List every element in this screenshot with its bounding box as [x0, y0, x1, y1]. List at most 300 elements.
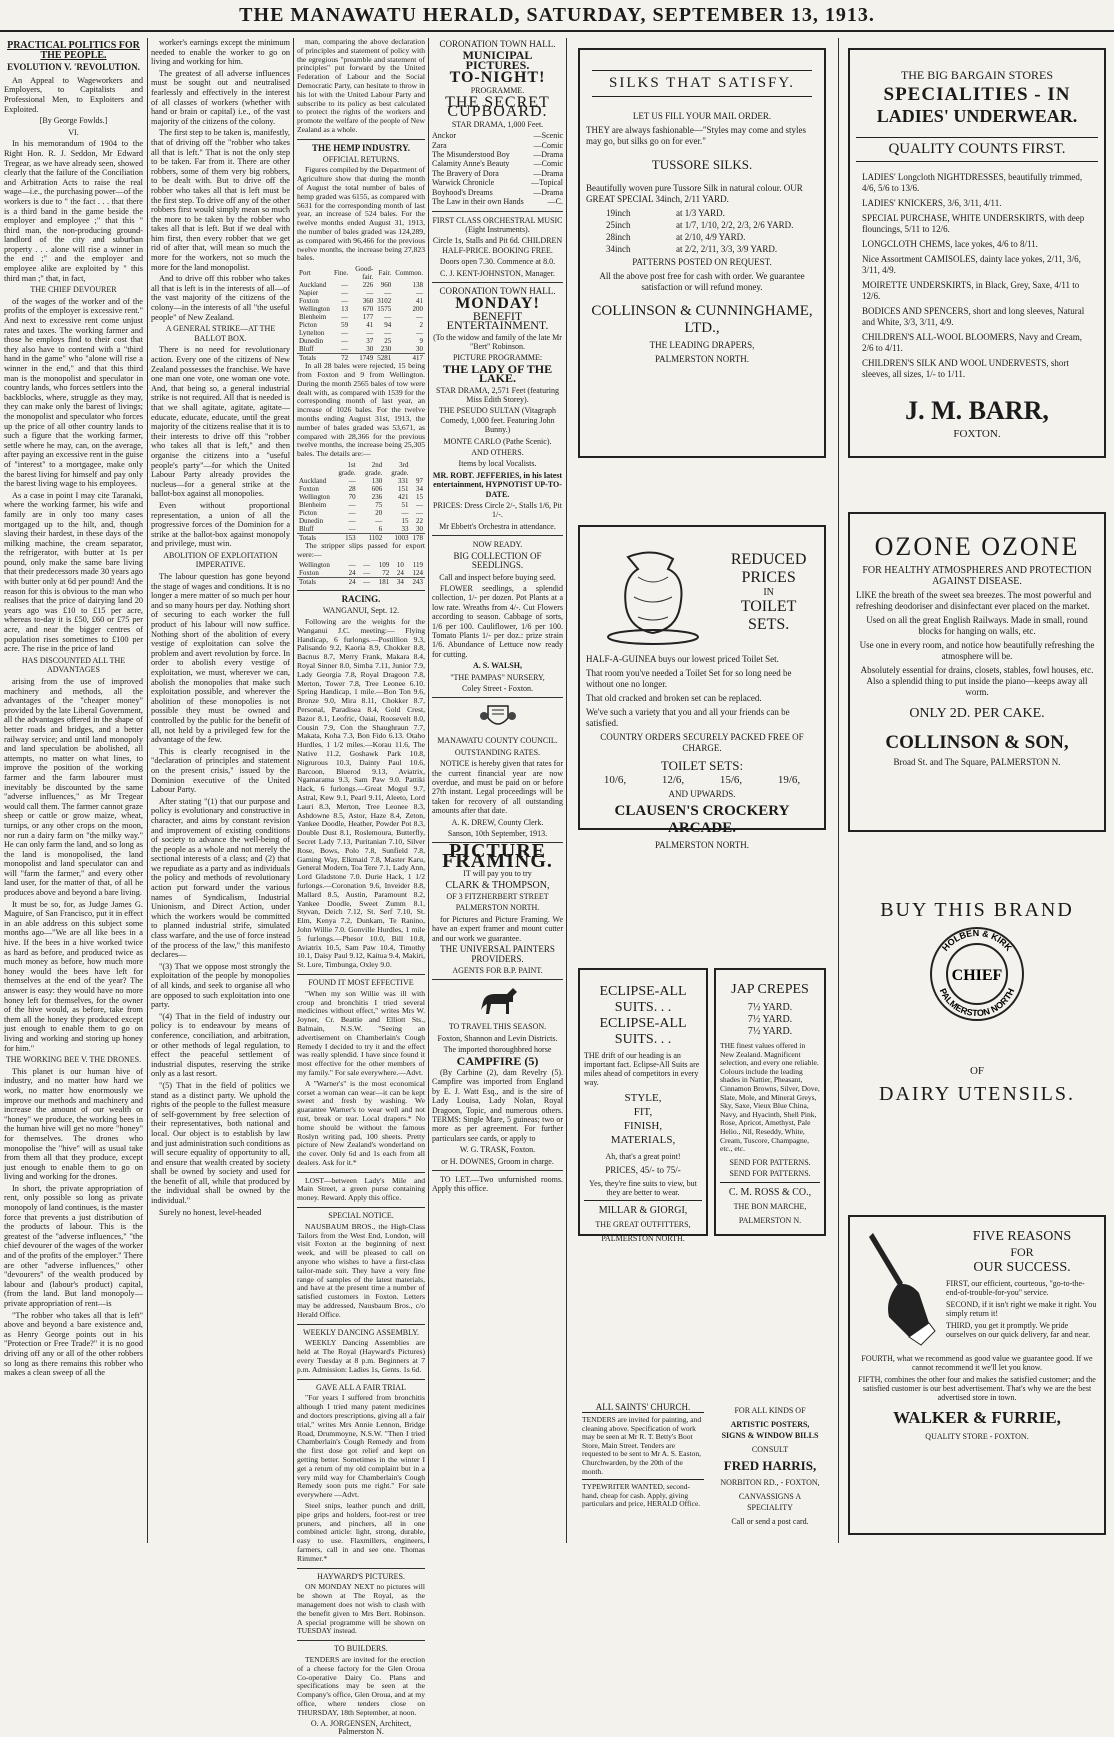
price-value: at 1/3 YARD. [676, 208, 725, 218]
paragraph: "For years I suffered from bronchitis although I tried many patent medicines and doctors prescriptions, giving all a fair trial," writes Mrs Annie Lennon, Bridge Road, Drummoyne, N.S.W. "Then I tried Chamberlain's Cough Remedy and from the first dose got relief and kept on getting better. Sometimes in the winter I get a return of my old complaint but in a very mild way for Chamberlain's Cough Remedy soon puts me right." For sale everywhere —Advt. [297, 1393, 425, 1500]
heading: MONDAY! [455, 295, 540, 313]
ad-text: That room you've needed a Toilet Set for so long need be without one no longer. [586, 668, 792, 689]
paragraph: Following are the weights for the Wanganui J.C. meeting:— Flying Handicap, 6 furlongs.—Postillion 9.3, Palisando 9.2, Kaoria 8.9, Chokker 8.8, Bacnus 8.7, Merry Frank, Makara 8.4, Royal Sinner 8.0, Simba 7.11, Junior 7.9, Lady Georgia 7.8, Royal Dragoon 7.8, Merton, Tower 7.8, Tree Leonee 6.10. Spring Handicap, 1 mile.—Bon Ton 9.6, Bronze 9.0, Mira 8.11, Chokker 8.7, Personal, Paradisea 8.4, Gold Crest, Bazor 8.1, Leofric, Oaiai, Roosevelt 8.0, Cousin 7.9, Con the Shaughraun 7.7, Makata, Koha 7.3, Bon Fido 6.13. Otaho Hurdles, 1 1/2 miles.—Korau 11.6, The Native 11.2, Goshawk Park 10.8, Nigrurous 10.3, Dainty Paul 10.6, Barcoon, Bluerod 9.13, Aviatrix, Ngamarama 9.3, Sam Paw 9.0. Pattiki Hack, 6 furlongs.—Great Mogul 9.7, Astral, Kew 9.1, Pearl 9.11, Aleeto, Lord Lauri 8.3, Merton, Tree Leonee 8.3, Ashdowne 8.5, Astor, Haze 8.4, Zeton, Yankee Doodle, Heather, Powder Pot 8.3, Double Dust 8.1, Roslemoura, Butterfly, Secret Lady 7.13, Puritanian 7.10, Silver Rose, Bows, Polo 7.8, Sunfield 7.8, Gaming Way, Elkmaid 7.8, Master Karu, General Modern, Toa Tere 7.1, Lady Ann, Lord Gladstone 7.0. Durie Hack, 1 1/2 furlongs.—Coronation 9.6, Inveider 8.8, Mallard 8.5, Austin, Paramount 8.2, Yankee Doodle, Sweet Zumm 8.1, Styvan, Deich 7.12, St. Serf 7.10, St. Elm, Kenya 7.2, Dunkam, Te Ranino, John Willie 7.0. Gonville Hurdles, 1 mile 5 furlongs.—Phesor 10.0, Bill 10.8, Aviatrix 10.5, Sam Paw 10.4, Timothy 10.1, Daisy Paul 9.12, Kaitua 9.4, Makiri, St. Lure, Timbunga, Oxley 9.0. [297, 617, 425, 970]
ad-five-reasons [848, 1215, 1106, 1535]
table-cell: 360 [362, 297, 374, 306]
paragraph: FLOWER seedlings, a splendid collection, 1/- per dozen. Pot Plants at a low rate. Wreaths from 4/-. Cut Flowers according to season. Cabbage of sorts, 1/6 per 100. Cauliflower, 1/6 per 100. Tomato Plants 1/- per doz.: prize strain 1/6. Abundance of Lettuce now ready for cutting. [432, 583, 563, 659]
price-row [606, 232, 798, 242]
tow-table [297, 461, 425, 542]
table-cell: 130 [371, 476, 383, 485]
table-cell: — [348, 476, 356, 485]
list-item: 7½ YARD. [747, 1014, 793, 1025]
news-column-3 [297, 37, 425, 1737]
table-cell: 9 [419, 337, 423, 346]
table-cell: 24 [348, 569, 356, 578]
ad-text: COUNTRY ORDERS SECURELY PACKED FREE OF CHARGE. [600, 732, 804, 753]
table-cell: — [341, 345, 349, 354]
ad-title: SILKS THAT SATISFY. [592, 70, 812, 97]
price-width: 25inch [606, 220, 631, 230]
table-row [297, 329, 425, 337]
ad-title: DAIRY UTENSILS. [879, 1083, 1075, 1105]
heading: BENEFIT ENTERTAINMENT. [446, 308, 549, 333]
byline: [By George Fowlds.] [39, 116, 108, 126]
paragraph: And to drive off this robber who takes all that is left is in the interests of all—of the vast majority of the citizens of the colony—in the interests of all "the useful people" of New Zealand. [151, 274, 290, 322]
racing-subtitle: WANGANUI, Sept. 12. [322, 606, 400, 616]
price-width: 28inch [606, 232, 631, 242]
table-cell: — [366, 289, 374, 298]
table-cell: 960 [380, 281, 392, 290]
table-cell: Blenheim [299, 500, 327, 509]
crosshead: THE WORKING BEE V. THE DRONES. [5, 1055, 142, 1065]
firm-name: FRED HARRIS, [723, 1458, 817, 1473]
ad-silks [578, 48, 826, 458]
list-item: 7½ YARD. [747, 1002, 793, 1013]
price-value: at 2/10, 4/9 YARD. [676, 232, 746, 242]
table-cell: — [348, 508, 356, 517]
ad-text: PATTERNS POSTED ON REQUEST. [632, 257, 772, 267]
price-row [606, 220, 798, 230]
table-cell: — [384, 313, 392, 322]
ad-text: Used on all the great English Railways. Made in small, round blocks for hanging on walls, etc. [866, 615, 1088, 636]
paragraph: As a case in point I may cite Taranaki, where the working farmer, his wife and family are in only too many cases mortgaged up to the hilt, and, though slaving their hardest, in these days of the milking machine, the cream separator, the refrigerator, with butter at 1s per pound, only make the same bare living that their predecessors made 30 years ago with butter only at 6d per pound! And the reason for this is obvious to the man who realises that the price of dairying land 20 years ago was £10 to £15 per acre, whereas to-day it is £50, £60 or £75 per acre, and near the bigger centres of population rises sometimes to £100 per acre. The rise in the price of land [4, 490, 143, 654]
ad-text: LIKE the breath of the sweet sea breezes. The most powerful and refreshing deodoriser and disinfectant ever placed on the market. [856, 590, 1092, 611]
table-cell: 15 [416, 492, 423, 501]
ad-title: SETS. [747, 615, 790, 633]
article-title: PRACTICAL POLITICS FOR THE PEOPLE. [7, 40, 140, 61]
table-cell: 30 [366, 345, 374, 354]
paragraph: Even without proportional representation, a union of all the progressive forces of the Dominion for a strike at the ballot-box against monopoly and privilege, must win. [151, 500, 290, 549]
ad-text: FOR ALL KINDS OF [734, 1406, 806, 1415]
ad-title: OUR SUCCESS. [973, 1260, 1071, 1275]
feature-film: THE LADY OF THE LAKE. [442, 361, 553, 386]
table-cell: 70 [348, 492, 356, 501]
paragraph: worker's earnings except the minimum needed to enable the worker to go on living and working for him. [151, 38, 290, 67]
film-row [432, 197, 563, 206]
firm: THE UNIVERSAL PAINTERS PROVIDERS. [440, 944, 555, 964]
paragraph: The first step to be taken is, manifestly, that of driving off the "robber who takes all that is left." That is not the only step to be taken. Far from it. There are other robbers, some of them very big robbers, to be dealt with. But to drive off the robber who takes all that is left must be the first step. To drive off any of the other robbers first would simply mean so much the more to be taken by the robber who takes all that is left. But if we deal with him first, then every robber that we get rid of after that, will mean so much the more for the workers, not so much the more for the land monopolist. [151, 128, 290, 272]
film-title: The Bravery of Dora [432, 168, 499, 178]
paragraph: "(4) That in the field of industry our policy is to endeavour by means of conference, conciliation, and arbitration, or other methods of legal regulation, to effect the peaceful settlement of industrial disputes, reserving the strike only as a last resort. [151, 1011, 290, 1079]
ad-text: THE finest values offered in New Zealand. Magnificent selection, and every one reliable. Colours include the leading shades in Nattier, Pheasant, Cinnamon Browns, Silver, Dove, Slate, Mole, and Mineral Greys, Sky, Saxe, Vieux Blue China, Navy, and Hyacinth, Shell Pink, Rose, Apricot, Amethyst, Pale Helio., Nil, Reseddy, White, Cream, Tuscore, Champagne, etc., etc. [720, 1041, 820, 1154]
list-item: MATERIALS, [610, 1134, 676, 1146]
price-item: 19/6, [777, 774, 801, 786]
paragraph: Figures compiled by the Department of Agriculture show that during the month of August the total number of bales of hemp graded was 6155, as compared with 5631 for the corresponding month of last year, an increase of 524 bales. For the twelve months ended August 31, 1913, the number of bales graded was 124,289, as compared with 96,466 for the previous twelve months, the increase being 27,823 bales. [297, 165, 425, 263]
sub: Call and inspect before buying seed. [439, 572, 556, 582]
film-title: The Law in their own Hands [432, 197, 524, 207]
racing-title: RACING. [341, 594, 381, 605]
hall-name: CORONATION TOWN HALL. [439, 39, 556, 49]
heading: BIG COLLECTION OF SEEDLINGS. [453, 550, 542, 571]
table-cell: 22 [416, 516, 423, 525]
film-genre: —Drama [533, 187, 563, 197]
ad-harris [714, 1398, 826, 1538]
ad-text: Yes, they're fine suits to view, but they are better to wear. [589, 1179, 697, 1197]
firm-name: C. M. ROSS & CO., [720, 1182, 820, 1198]
paragraph: After stating "(1) that our purpose and policy is evolutionary and constructive in character, and aims by constant revision and improvement of existing conditions of society to advance the well-being of the people as a whole and not merely the sectional interests of a class; and (2) that we repudiate as a party and as individuals the policy and methods of revolutionary action put forward under the various names of Syndicalism, Industrial Unionism, and Direct Action, under which the workers would be committed to planned industrial strife, simulated class warfare, and the use of force instead of the process of the law," this manifesto declares— [151, 796, 290, 960]
ad-ozone [848, 512, 1106, 832]
ad-text: THEY are always fashionable—"Styles may come and styles may go, but silks go on for ever." [586, 125, 807, 146]
heading: PROGRAMME. [470, 85, 525, 95]
ad-text: THIRD, you get it promptly. We pride ourselves on our quick delivery, far and near. [946, 1321, 1091, 1339]
ad-church [578, 1398, 708, 1538]
table-cell: — [366, 329, 374, 338]
ad-text: THE GREAT OUTFITTERS, [595, 1220, 691, 1229]
ad-text: FOR HEALTHY ATMOSPHERES AND PROTECTION AGAINST DISEASE. [862, 565, 1092, 587]
ad-title: SPECIALITIES - IN [883, 84, 1071, 105]
sub: OF 3 FITZHERBERT STREET [446, 892, 549, 902]
price-row [606, 208, 798, 218]
sub: Sanson, 10th September, 1913. [447, 829, 548, 839]
ad-title: ECLIPSE-ALL SUITS. . . [599, 1016, 687, 1047]
ad-title: BUY THIS BRAND [880, 899, 1074, 921]
sub: IT will pay you to try [463, 869, 532, 879]
chief-brand-logo [917, 924, 1037, 1024]
ad-text: We've such a variety that you and all your friends can be satisfied. [586, 707, 790, 728]
ad-text: ARTISTIC POSTERS, SIGNS & WINDOW BILLS [721, 1420, 819, 1440]
logo-ring-bottom: PALMERSTON NORTH [937, 986, 1017, 1019]
sub: MR. ROBT. JEFFERIES, in his latest entertainment, HYPNOTIST UP-TO-DATE. [432, 470, 563, 499]
doors: Doors open 7.30. Commence at 8.0. [439, 257, 556, 267]
price-width: 19inch [606, 208, 631, 218]
table-cell: — [416, 500, 423, 509]
firm-sub: "THE PAMPAS" NURSERY, [450, 672, 545, 682]
ad-title: OZONE OZONE [874, 532, 1080, 561]
ad-text: FIFTH, combines the other four and makes the satisfied customer; and the satisfied customer is our best advertisement. That's why we are the best advertised store in town. [858, 1375, 1096, 1402]
table-row [297, 525, 425, 534]
table-cell: Bluff [299, 524, 314, 533]
ad-text: FIRST, our efficient, courteous, "go-to-the-end-of-trouble-for-you" service. [946, 1279, 1085, 1297]
table-cell: Picton [299, 508, 317, 517]
table-cell: 331 [397, 476, 409, 485]
film-title: Warwick Chronicle [432, 178, 495, 188]
firm-name: J. M. BARR, [905, 396, 1049, 425]
ad-text: That old cracked and broken set can be replaced. [586, 693, 762, 703]
table-cell: — [348, 561, 356, 570]
table-cell: — [348, 500, 356, 509]
film-title: The Misunderstood Boy [432, 150, 510, 160]
sub: Mr Ebbett's Orchestra in attendance. [439, 521, 556, 531]
heading: TO-NIGHT! [449, 69, 546, 87]
paragraph: WEEKLY Dancing Assemblies are held at The Royal (Hayward's Pictures) every Tuesday at 8 p.m. Beginners at 7 p.m. Admission: Ladies 1s, Gents. 1s 6d. [297, 1338, 425, 1374]
ad-text: PRICES, 45/- to 75/- [605, 1165, 681, 1175]
table-cell: 59 [341, 321, 349, 330]
firm-sub: Coley Street - Foxton. [461, 683, 534, 693]
table-cell: — [375, 516, 383, 525]
list-item: FINISH, [623, 1120, 663, 1132]
price-value: at 1/7, 1/10, 2/2, 2/3, 2/6 YARD. [676, 220, 794, 230]
paragraph: ON MONDAY NEXT no pictures will be shown at The Royal, as the management does not wish to clash with the benefit given to Mrs Bert. Robinson. A special programme will be shown on TUESDAY instead. [297, 1582, 425, 1636]
ad-text: Broad St. and The Square, PALMERSTON N. [893, 757, 1061, 767]
film-row [432, 169, 563, 178]
paragraph: NOTICE is hereby given that rates for the current financial year are now overdue, and must be paid on or before 27th instant. Legal proceedings will be taken for recovery of all outstanding amounts after that date. [432, 759, 563, 816]
sub: MONTE CARLO (Pathe Scenic). [443, 436, 552, 446]
ad-text: PALMERSTON N. [738, 1215, 802, 1225]
ad-text: HALF-A-GUINEA buys our lowest priced Toilet Set. [586, 654, 779, 664]
table-cell: 1575 [377, 305, 392, 314]
table-cell: 109 [378, 561, 390, 570]
horse-icon [432, 984, 563, 1018]
table-cell: — [341, 289, 349, 298]
table-cell: 41 [416, 297, 423, 306]
ad-text: AND UPWARDS. [668, 789, 736, 799]
ad-text: THE LEADING DRAPERS, [649, 340, 755, 350]
table-cell: — [416, 313, 423, 322]
ad-text: SEND FOR PATTERNS. SEND FOR PATTERNS. [729, 1157, 811, 1178]
price-item: 12/6, [661, 774, 685, 786]
ad-text: SECOND, if it isn't right we make it right. You simply return it! [946, 1300, 1097, 1318]
ad-text: LET US FILL YOUR MAIL ORDER. [632, 111, 772, 121]
ad-text: CANVASSIGNS A SPECIALITY [738, 1492, 802, 1512]
crosshead: HAS DISCOUNTED ALL THE ADVANTAGES [21, 655, 126, 675]
table-row [297, 337, 425, 345]
ad-title: FIVE REASONS [972, 1229, 1072, 1244]
paragraph: A "Warner's" is the most economical corset a woman can wear—it can be kept sweet and fresh by washing. We guarantee Warner's to wear well and not rust, break or tear. Local drapers.* No home should be without the famous Roslyn writing pad, 100 sheets. Pretty picture of New Zealand's wonderland on the cover. Only 6d and 1s each from all dealers. Ask for it.* [297, 1078, 425, 1167]
price-row [606, 244, 798, 254]
table-cell: 25 [384, 337, 392, 346]
ad-text: NORBITON RD., - FOXTON, [720, 1478, 820, 1487]
paragraph: "When my son Willie was ill with croup and bronchitis I tried several medicines without effect," writes Mrs W. Joyner, Cr. Beattie and Elliott Sts., Balmain, N.S.W. "Seeing an advertisement on Chamberlain's Cough Remedy I decided to try it and the effect was really splendid. I have since found it most effective for the other members of my family." For sale everywhere.—Advt. [297, 988, 425, 1077]
table-cell: 200 [412, 305, 423, 314]
table-cell: 30 [416, 524, 423, 533]
crosshead: ABOLITION OF EXPLOITATION IMPERATIVE. [163, 550, 278, 570]
table-cell: — [416, 508, 423, 517]
paragraph: In short, the private appropriation of rent, only possible so long as private monopoly of land continues, is the master force that prevents a just distribution of the products of labour. This is the greatest of the "adverse influences," "the chief devourer of the wages of the worker and of the profits of the employer." There are other "adverse influences," other "devourers" of the wealth produced by labour and (labour's product) capital, (from the land. But land monopoly—private appropriation of rent—is [4, 1183, 143, 1308]
table-cell: 75 [375, 500, 383, 509]
paragraph: man, comparing the above declaration of principles and statement of policy with the egregious "preamble and statement of principles" put forward by the United Federation of Labour and the Social Democratic Party, can hesitate to throw in his lot with the United Labour Party and subscribe to its policy as best calculated to protect the rights of the workers and promote the welfare of the people of New Zealand as a whole. [297, 37, 425, 134]
film-genre: —Comic [533, 140, 563, 150]
ad-text: THE BON MARCHE, [733, 1201, 807, 1211]
table-cell: Foxton [299, 484, 319, 493]
paragraph: of the wages of the worker and of the profits of the employer is excessive rent." And next to excessive rent come unjust rates and taxes. The working farmer and those he employs find to their cost that they also have to contend with a "third hand in the game" who "alone will rise a winner in the end," and that this third man is the monopolist and speculator in country lands, who forces settlers into the backblocks, where, struggle as they may, they can make only the barest of livings; the monopolist and speculator who forces up the price of all other country lands to such a figure that the working farmer, settle where he may, can, on the average, after paying an excessive rent in the guise of "interest" to a mortgagee, make only the barest living for himself and pay only the barest living wage to his employees. [4, 296, 143, 489]
list-item: CHILDREN'S ALL-WOOL BLOOMERS, Navy and Cream, 2/6 to 4/11. [862, 332, 1083, 353]
table-cell: 94 [384, 321, 392, 330]
table-row [297, 485, 425, 493]
film-genre: —Drama [533, 150, 563, 160]
list-item: LADIES' KNICKERS, 3/6, 3/11, 4/11. [862, 198, 1002, 208]
table-cell: — [341, 329, 349, 338]
heading: OUTSTANDING RATES. [454, 747, 541, 757]
table-cell: Auckland [299, 281, 327, 290]
prices: Circle 1s, Stalls and Pit 6d. CHILDREN HALF-PRICE. BOOKING FREE. [432, 236, 563, 255]
list-item: STYLE, [624, 1092, 662, 1104]
film-genre: —Scenic [533, 131, 563, 141]
headline: GAVE ALL A FAIR TRIAL [316, 1382, 406, 1392]
table-cell: Wellington [299, 492, 330, 501]
music: FIRST CLASS ORCHESTRAL MUSIC (Eight Instruments). [432, 215, 563, 234]
heading: CAMPFIRE (5) [456, 1053, 539, 1068]
headline: TO BUILDERS. [334, 1644, 388, 1654]
jug-icon [598, 533, 708, 651]
pointing-hand-icon [856, 1223, 946, 1351]
table-cell: — [384, 329, 392, 338]
firm-name: CLAUSEN'S CROCKERY ARCADE. [614, 803, 790, 836]
ad-title: IN [763, 586, 774, 598]
ad-title: LADIES' UNDERWEAR. [876, 106, 1078, 126]
table-row [297, 345, 425, 354]
paragraph: It must be so, for, as Judge James G. Maguire, of San Francisco, put it in effect in an able address on this subject some months ago—"We are all like bees in a hive. If the bees in a hive worked twice as hard as before, and produced twice as much money as before, how much more honey would the bees have left for themselves at the end of the year? The answer is easy: they would have no more honey left for themselves, for the owner of the hive would, as before, take from them all the honey they produced except just enough to enable them to go on living and working and storing up honey for him." [4, 899, 143, 1053]
table-cell: Dunedin [299, 337, 324, 346]
paragraph: In all 28 bales were rejected, 15 being from Foxton and 9 from Wellington. During the month 2565 bales of tow were dealt with, as compared with 1539 for the corresponding month of last year, an increase of 1026 bales. For the twelve months ending August 31st, 1913, the number of bales graded was 53,671, as compared with 28,366 for the previous twelve months, the increase being 25,305 bales. The details are:— [297, 361, 425, 459]
ad-text: CONSULT [751, 1445, 789, 1454]
ad-toilet-sets [578, 525, 826, 850]
signature: W. G. TRASK, Foxton. [459, 1145, 536, 1155]
ad-title: ECLIPSE-ALL SUITS. . . [599, 984, 687, 1015]
heading: TO TRAVEL THIS SEASON. [448, 1022, 547, 1032]
table-header: Port Fine. Good-fair. Fair. Common. [299, 265, 423, 282]
sub: (To the widow and family of the late Mr "Bert" Robinson. [433, 332, 562, 351]
paragraph: The greatest of all adverse influences must be sought out and neutralised fearlessly and effectively in the interest of all classes of workers (whether with hand or brain or capital) i.e., of the vast majority of the citizens of the colony. [151, 68, 290, 126]
paragraph: "The robber who takes all that is left" above and beyond a bare existence and, as Henry George points out in his "Protection or Free Trade?" it is no good driving off any or all of the other robbers so long as there remains this robber who makes a clean sweep of all the [4, 1310, 143, 1378]
table-cell: 28 [348, 484, 356, 493]
logo-ring-top: HOLBEN & KIRK [940, 927, 1014, 953]
table-cell: — [363, 561, 371, 570]
price-item: 10/6, [603, 774, 627, 786]
firm-name: COLLINSON & SON, [885, 732, 1069, 753]
coat-of-arms-icon [432, 702, 563, 732]
table-cell: 97 [416, 476, 423, 485]
table-row [297, 297, 425, 305]
film-genre: —Drama [533, 168, 563, 178]
ad-underwear [848, 48, 1106, 458]
feature-sub: STAR DRAMA, 1,000 Feet. [451, 119, 544, 129]
list-item: LADIES' Longcloth NIGHTDRESSES, beautifully trimmed, 4/6, 5/6 to 13/6. [862, 172, 1083, 193]
table-header: 1st grade. 2nd grade. 3rd grade. [338, 460, 409, 477]
firm: A. S. WALSH, [473, 661, 522, 671]
table-cell: Bluff [299, 345, 314, 354]
ad-heading: QUALITY COUNTS FIRST. [856, 137, 1098, 162]
table-cell: 138 [412, 281, 423, 290]
ad-text: PALMERSTON NORTH. [601, 1234, 685, 1243]
table-cell: 10 [396, 561, 404, 570]
table-total: Totals 72 1749 5281 417 [299, 354, 423, 363]
ad-jap-crepes [714, 968, 826, 1236]
ad-text: THE BIG BARGAIN STORES [900, 68, 1054, 82]
ad-chief-brand [848, 893, 1106, 1063]
firm-name: COLLINSON & CUNNINGHAME, LTD., [591, 303, 813, 336]
paragraph: This planet is our human hive of industry, and no matter how hard we work, no matter how enormously we improve our methods and machinery and increase the amount of our wealth or "honey" we produce, the working bees in the human hive will get no more "honey" for themselves. The drones who monopolise the "hive" will as usual take from them all that they produce, except just enough to enable them to go on living and working for the drones. [4, 1066, 143, 1182]
ad-text: PALMERSTON NORTH. [655, 840, 749, 850]
table-cell: 13 [341, 305, 349, 314]
film-genre: —C. [547, 197, 563, 207]
table-cell: Picton [299, 321, 317, 330]
column-rule [566, 38, 567, 1543]
paragraph: for Pictures and Picture Framing. We have an expert framer and mount cutter and our work we guarantee. [432, 914, 563, 943]
table-row [297, 477, 425, 485]
list-item: LONGCLOTH CHEMS, lace yokes, 4/6 to 8/11. [862, 239, 1038, 249]
film-row [432, 178, 563, 187]
ad-title: FOR [1010, 1245, 1034, 1259]
table-cell: — [348, 524, 356, 533]
signature: O. A. JORGENSEN, Architect, Palmerston N. [310, 1718, 412, 1737]
table-cell: Dunedin [299, 516, 324, 525]
film-row [432, 150, 563, 159]
table-cell: 20 [375, 508, 383, 517]
list-item: 7½ YARD. [747, 1026, 793, 1037]
ad-heading: TOILET SETS: [660, 758, 744, 773]
paragraph: "(3) That we oppose most strongly the exploitation of the people by monopolies of all kinds, and seek to organise all who are opposed to such exploitation into one party. [151, 961, 290, 1010]
heading: MANAWATU COUNTY COUNCIL. [437, 736, 558, 746]
table-cell: 230 [380, 345, 392, 354]
table-total: Totals 24 — 181 34 243 [299, 578, 423, 587]
price-width: 34inch [606, 244, 631, 254]
film-genre: —Topical [531, 178, 563, 188]
sub: Items by local Vocalists. [458, 459, 537, 469]
column-rule [428, 38, 429, 1543]
table-row [297, 289, 425, 297]
ad-heading: ONLY 2D. PER CAKE. [909, 706, 1045, 721]
table-cell: 33 [401, 524, 409, 533]
table-cell: Wellington [299, 305, 330, 314]
table-row [297, 509, 425, 517]
film-row [432, 141, 563, 150]
headline: WEEKLY DANCING ASSEMBLY. [303, 1327, 419, 1337]
paragraph: arising from the use of improved machinery and methods, all the advantages of the "cheaper money" provided by the late Liberal Government, all the advantages offered in the shape of better roads and bridges, and a better railway service; and until land monopoly and land speculation be abolished, all attempts, no matter on what lines, to improve the position of the working farmer and the farm labourer must inevitably be discounted by the same "adverse influences," as Mr Tregear would call them. The farmer cannot graze sheep or cattle or grow maize, wheat, turnips, or any other crops on the moon, nor run a dairy farm on "the milky way." He can only farm the land, and so long as the land is monopolised, the land monopolist and land speculator can and will "farm the farmer," and every other land user, for the matter of that, of all he produces above and beyond a bare living. [4, 677, 143, 898]
list-item: BODICES AND SPENCERS, short and long sleeves, Natural and White, 3/3, 3/11, 4/9. [862, 306, 1085, 327]
film-row [432, 159, 563, 168]
table-row [297, 561, 425, 569]
table-cell: 3102 [377, 297, 392, 306]
headline: FOUND IT MOST EFFECTIVE [308, 977, 414, 987]
ad-title: TOILET [740, 597, 797, 615]
sub: PALMERSTON NORTH. [455, 903, 540, 913]
table-cell: — [416, 329, 423, 338]
heading: NOW READY. [472, 540, 523, 550]
column-rule [147, 38, 148, 1543]
table-cell: — [384, 289, 392, 298]
paragraph: LOST—between Lady's Mile and Main Street, a green purse containing money. Reward. Apply this office. [297, 1175, 425, 1203]
price-item: 15/6, [719, 774, 743, 786]
ad-eclipse-suits [578, 968, 708, 1243]
table-row [297, 569, 425, 578]
table-cell: Wellington [299, 561, 330, 570]
table-cell: Blenheim [299, 313, 327, 322]
price-value: at 2/2, 2/11, 3/3, 3/9 YARD. [676, 244, 778, 254]
table-cell: — [341, 337, 349, 346]
table-cell: 151 [397, 484, 409, 493]
hemp-title: THE HEMP INDUSTRY. [311, 142, 411, 153]
column-rule [838, 38, 839, 1543]
table-row [297, 501, 425, 509]
table-row [297, 305, 425, 313]
table-cell: — [363, 569, 371, 578]
ad-text: QUALITY STORE - FOXTON. [925, 1432, 1029, 1441]
masthead: THE MANAWATU HERALD, SATURDAY, SEPTEMBER 13, 1913. [0, 0, 1114, 32]
table-cell: 24 [396, 569, 404, 578]
table-cell: Napier [299, 289, 319, 298]
table-cell: Auckland [299, 476, 327, 485]
sub: AND OTHERS. [471, 448, 524, 458]
table-row [297, 281, 425, 289]
notices-column-4 [432, 38, 563, 1543]
table-cell: — [341, 281, 349, 290]
article-subtitle: EVOLUTION V. 'REVOLUTION. [7, 62, 140, 73]
list-item: Nice Assortment CAMISOLES, dainty lace yokes, 2/11, 3/6, 3/11, 4/9. [862, 254, 1081, 275]
table-cell: 37 [366, 337, 374, 346]
paragraph: In his memorandum of 1904 to the Right Hon. R. J. Seddon, Mr Edward Tregear, as we have already seen, showed clearly that the failure of the Conciliation and Arbitration Acts to raise the real wage—i.e., the purchasing power—of the workers is due to " the fact . . . that there is a third band in the game beside the employer and employee ;" that this " third man, the non-producing ground-landlord of the city and suburban property . . . alone will rise a winner in the end ;" and the employer and employee alike are exploited by " this third man ;" that, in fact, [4, 139, 143, 283]
paragraph: Steel snips, leather punch and drill, pipe grips and holders, foot-rest or tree pruners, and pinchers, all in one combined article: light, strong, durable, easy to use. Flaxmillers, engineers, farmers, call in and see one. Thomas Rimmer.* [297, 1500, 425, 1563]
table-cell: 34 [416, 484, 423, 493]
list-item: CHILDREN'S SILK AND WOOL UNDERVESTS, short sleeves, all sizes, 1/- to 1/11. [862, 358, 1069, 379]
heading: MUNICIPAL PICTURES. [462, 48, 533, 72]
list-item: MOIRETTE UNDERSKIRTS, in Black, Grey, Saxe, 4/11 to 12/6. [862, 280, 1080, 301]
heading: PICTURE FRAMING. [442, 840, 553, 872]
ad-text: TENDERS are invited for painting, and cleaning above. Specification of work may be seen at Mr R. T. Betty's Boot Store, Main Street. Tenders are requested to be sent to Mr A. S. Easton, Churchwarden, by the 20th of the month. [582, 1415, 702, 1476]
table-total: Totals 153 1102 1003 178 [299, 533, 423, 542]
table-cell: 6 [378, 524, 383, 533]
sub: THE PSEUDO SULTAN (Vitagraph Comedy, 1,000 feet. Featuring John Bunny.) [438, 406, 557, 435]
table-cell: — [348, 516, 356, 525]
paragraph: There is no need for revolutionary action. Every one of the citizens of New Zealand possesses the franchise. We have one man one vote, one woman one vote. And, that being so, a general industrial strike is not required. All that is needed is that we shall agitate, agitate, agitate—educate, educate, educate, until the great majority of the citizens realise that it is to their interests to drive off this "robber who takes all that is left," and then organise the citizens into a "useful people's party"—for which the United Labour Party already provides the nucleus—for a general strike at the ballot-box against all monopolies. [151, 345, 290, 499]
